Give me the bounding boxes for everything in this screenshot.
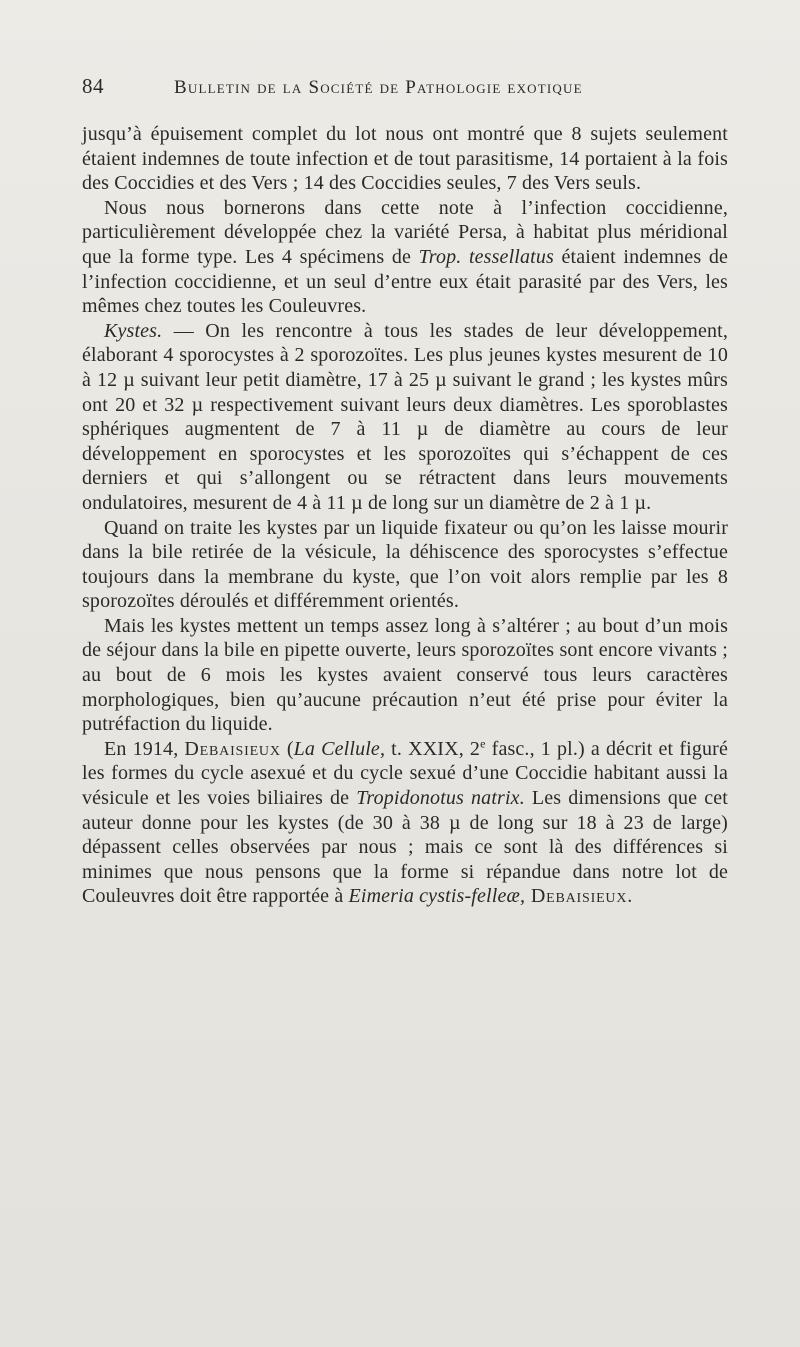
paragraph-2-text-2: étaient indemnes de l’infection coccidienne, et un seul d’entre eux était parasité par des Vers, les mêmes chez toutes les Couleuvres.	[82, 245, 729, 318]
paragraph-2	[82, 196, 728, 319]
paragraph-6-text-1: En 1914,	[104, 737, 185, 760]
journal-title: Bulletin de la Société de Pathologie exotique	[174, 77, 583, 98]
paragraph-6	[82, 737, 728, 909]
paragraph-5: Mais les kystes mettent un temps assez long à s’altérer ; au bout d’un mois de séjour dans la bile en pipette ouverte, leurs sporozoïtes sont encore vivants ; au bout de 6 mois les kystes avaient conservé tous leurs caractères morphologiques, bien qu’aucune précaution n’eut été prise pour éviter la putréfaction du liquide.	[82, 614, 728, 736]
paragraph-4: Quand on traite les kystes par un liquide fixateur ou qu’on les laisse mourir dans la bile retirée de la vésicule, la déhiscence des sporocystes s’effectue toujours dans la membrane du kyste, que l’on voit alors remplie par les 8 sporozoïtes déroulés et différemment orientés.	[82, 516, 728, 613]
paragraph-6-text-6: .	[627, 885, 633, 908]
paragraph-kystes-text: — On les rencontre à tous les stades de leur développement, élaborant 4 sporocystes à 2 sporozoïtes. Les plus jeunes kystes mesurent de 10 à 12 µ suivant leur petit diamètre, 17 à 25 µ suivant le grand ; les kystes mûrs ont 20 et 32 µ respectivement suivant leurs deux diamètres. Les sporoblastes sphériques augmentent de 7 à 11 µ de diamètre au cours de leur développement en sporocystes et les sporozoïtes qui s’échappent de ces derniers et qui s’allongent ou se rétractent dans leurs mouvements ondulatoires, mesurent de 4 à 11 µ de long sur un diamètre de 2 à 1 µ.	[82, 319, 728, 514]
paragraph-kystes	[82, 319, 728, 516]
page-number: 84	[82, 74, 104, 98]
paragraph-6-text-4: fasc., 1 pl.) a décrit et figuré les formes du cycle asexué et du cycle sexué d’une Coccidie habitant aussi la vésicule et les voies biliaires de	[82, 737, 728, 810]
author-name-debaisieux: Debaisieux	[184, 737, 281, 760]
superscript-e: e	[480, 736, 486, 751]
article-body	[82, 122, 728, 909]
species-name-eimeria-cystis-felleae: Eimeria cystis-felleæ,	[348, 885, 526, 908]
paragraph-6-text-2: (	[280, 737, 294, 760]
author-name-debaisieux-2: Debaisieux	[525, 885, 628, 908]
running-head	[82, 74, 642, 104]
citation-la-cellule: La Cellule,	[293, 737, 386, 760]
paragraph-1: jusqu’à épuisement complet du lot nous ont montré que 8 sujets seulement étaient indemnes de toute infection et de tout parasitisme, 14 portaient à la fois des Coccidies et des Vers ; 14 des Coccidies seules, 7 des Vers seuls.	[82, 123, 728, 195]
paragraph-6-text-5: Les dimensions que cet auteur donne pour les kystes (de 30 à 38 µ de long sur 18 à 23 de large) dépassent celles observées par nous ; mais ce sont là des différences si minimes que nous pensons que la forme si répandue dans notre lot de Couleuvres doit être rapportée à	[82, 787, 729, 908]
paragraph-6-text-3: t. XXIX, 2	[385, 737, 481, 760]
species-name-tropidonotus-natrix: Tropidonotus natrix.	[356, 787, 525, 810]
section-label-kystes: Kystes.	[104, 319, 163, 342]
species-name-trop-tessellatus: Trop. tessellatus	[418, 245, 554, 268]
paragraph-2-text-1: Nous nous bornerons dans cette note à l’infection coccidienne, particulièrement développée chez la variété Persa, à habitat plus méridional que la forme type. Les 4 spécimens de	[82, 196, 728, 268]
